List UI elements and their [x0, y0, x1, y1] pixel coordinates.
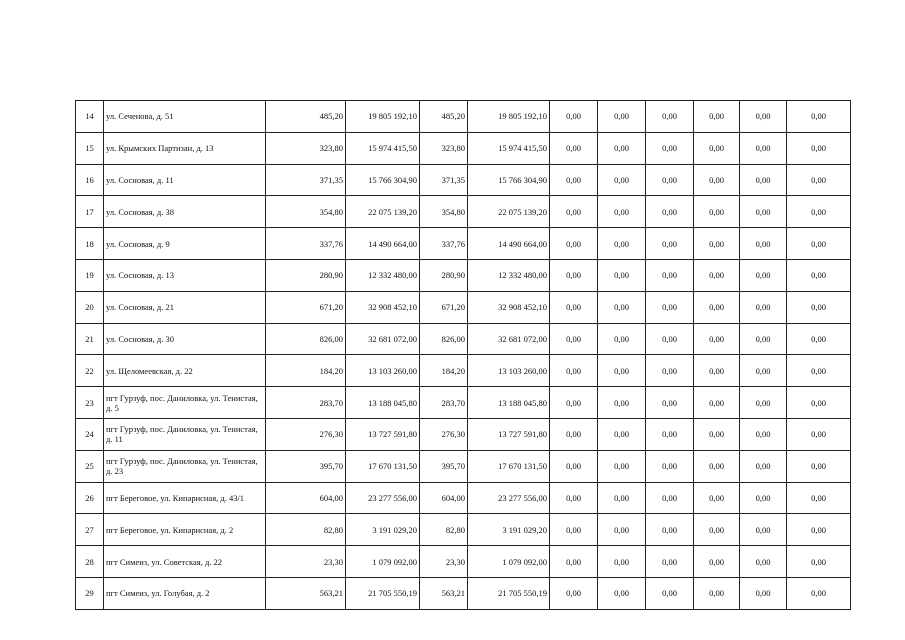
value-cell: 0,00: [646, 132, 694, 164]
area-cell: 826,00: [266, 323, 346, 355]
area-cell: 826,00: [420, 323, 468, 355]
value-cell: 0,00: [694, 577, 740, 609]
value-cell: 0,00: [598, 132, 646, 164]
value-cell: 0,00: [740, 228, 787, 260]
value-cell: 0,00: [740, 259, 787, 291]
area-cell: 184,20: [266, 355, 346, 387]
value-cell: 0,00: [646, 450, 694, 482]
value-cell: 0,00: [646, 514, 694, 546]
address-cell: пгт Гурзуф, пос. Даниловка, ул. Тенистая, д. 5: [104, 387, 266, 419]
area-cell: 323,80: [420, 132, 468, 164]
value-cell: 0,00: [598, 418, 646, 450]
value-cell: 0,00: [787, 450, 851, 482]
value-cell: 0,00: [598, 291, 646, 323]
value-cell: 0,00: [550, 418, 598, 450]
value-cell: 0,00: [550, 323, 598, 355]
area-cell: 82,80: [420, 514, 468, 546]
cost-cell: 3 191 029,20: [468, 514, 550, 546]
value-cell: 0,00: [646, 577, 694, 609]
row-number: 19: [76, 259, 104, 291]
value-cell: 0,00: [740, 514, 787, 546]
value-cell: 0,00: [694, 228, 740, 260]
value-cell: 0,00: [646, 101, 694, 133]
table-row: [76, 101, 851, 133]
value-cell: 0,00: [787, 259, 851, 291]
value-cell: 0,00: [787, 355, 851, 387]
value-cell: 0,00: [598, 196, 646, 228]
row-number: 22: [76, 355, 104, 387]
cost-cell: 21 705 550,19: [468, 577, 550, 609]
address-cell: пгт Береговое, ул. Кипарисная, д. 2: [104, 514, 266, 546]
cost-cell: 15 974 415,50: [346, 132, 420, 164]
area-cell: 354,80: [420, 196, 468, 228]
row-number: 15: [76, 132, 104, 164]
area-cell: 283,70: [420, 387, 468, 419]
row-number: 29: [76, 577, 104, 609]
value-cell: 0,00: [787, 577, 851, 609]
address-cell: ул. Крымских Партизан, д. 13: [104, 132, 266, 164]
value-cell: 0,00: [598, 514, 646, 546]
cost-cell: 1 079 092,00: [346, 546, 420, 578]
cost-cell: 22 075 139,20: [468, 196, 550, 228]
value-cell: 0,00: [787, 546, 851, 578]
address-cell: ул. Сеченова, д. 51: [104, 101, 266, 133]
address-cell: ул. Сосновая, д. 30: [104, 323, 266, 355]
value-cell: 0,00: [787, 482, 851, 514]
area-cell: 276,30: [266, 418, 346, 450]
row-number: 27: [76, 514, 104, 546]
value-cell: 0,00: [598, 482, 646, 514]
value-cell: 0,00: [550, 132, 598, 164]
cost-cell: 13 188 045,80: [468, 387, 550, 419]
table-row: [76, 450, 851, 482]
value-cell: 0,00: [787, 418, 851, 450]
address-cell: ул. Сосновая, д. 21: [104, 291, 266, 323]
area-cell: 485,20: [420, 101, 468, 133]
cost-cell: 32 681 072,00: [468, 323, 550, 355]
row-number: 16: [76, 164, 104, 196]
address-cell: пгт Гурзуф, пос. Даниловка, ул. Тенистая, д. 11: [104, 418, 266, 450]
cost-cell: 23 277 556,00: [468, 482, 550, 514]
cost-cell: 19 805 192,10: [346, 101, 420, 133]
value-cell: 0,00: [740, 418, 787, 450]
area-cell: 276,30: [420, 418, 468, 450]
value-cell: 0,00: [694, 482, 740, 514]
area-cell: 280,90: [266, 259, 346, 291]
value-cell: 0,00: [550, 164, 598, 196]
table-row: [76, 291, 851, 323]
value-cell: 0,00: [646, 323, 694, 355]
address-cell: ул. Сосновая, д. 9: [104, 228, 266, 260]
row-number: 18: [76, 228, 104, 260]
value-cell: 0,00: [787, 164, 851, 196]
value-cell: 0,00: [598, 164, 646, 196]
area-cell: 604,00: [266, 482, 346, 514]
table-row: [76, 418, 851, 450]
value-cell: 0,00: [694, 196, 740, 228]
value-cell: 0,00: [740, 387, 787, 419]
table-row: [76, 196, 851, 228]
cost-cell: 13 103 260,00: [468, 355, 550, 387]
cost-cell: 17 670 131,50: [468, 450, 550, 482]
value-cell: 0,00: [598, 355, 646, 387]
address-cell: ул. Сосновая, д. 11: [104, 164, 266, 196]
table-row: [76, 482, 851, 514]
value-cell: 0,00: [646, 259, 694, 291]
area-cell: 23,30: [420, 546, 468, 578]
cost-cell: 32 681 072,00: [346, 323, 420, 355]
area-cell: 371,35: [420, 164, 468, 196]
row-number: 21: [76, 323, 104, 355]
area-cell: 671,20: [420, 291, 468, 323]
value-cell: 0,00: [787, 323, 851, 355]
value-cell: 0,00: [550, 355, 598, 387]
cost-cell: 14 490 664,00: [468, 228, 550, 260]
table-body: [76, 101, 851, 610]
address-cell: пгт Береговое, ул. Кипарисная, д. 43/1: [104, 482, 266, 514]
value-cell: 0,00: [646, 355, 694, 387]
value-cell: 0,00: [740, 132, 787, 164]
value-cell: 0,00: [550, 259, 598, 291]
area-cell: 337,76: [420, 228, 468, 260]
table-row: [76, 355, 851, 387]
value-cell: 0,00: [646, 291, 694, 323]
cost-cell: 32 908 452,10: [346, 291, 420, 323]
table-row: [76, 164, 851, 196]
value-cell: 0,00: [787, 132, 851, 164]
value-cell: 0,00: [598, 546, 646, 578]
row-number: 26: [76, 482, 104, 514]
value-cell: 0,00: [598, 577, 646, 609]
table-row: [76, 323, 851, 355]
value-cell: 0,00: [694, 418, 740, 450]
register-table: [75, 100, 851, 610]
cost-cell: 19 805 192,10: [468, 101, 550, 133]
address-cell: ул. Сосновая, д. 13: [104, 259, 266, 291]
value-cell: 0,00: [694, 291, 740, 323]
area-cell: 371,35: [266, 164, 346, 196]
table-row: [76, 228, 851, 260]
area-cell: 485,20: [266, 101, 346, 133]
address-cell: ул. Щеломеевская, д. 22: [104, 355, 266, 387]
value-cell: 0,00: [646, 482, 694, 514]
value-cell: 0,00: [646, 546, 694, 578]
area-cell: 280,90: [420, 259, 468, 291]
cost-cell: 12 332 480,00: [346, 259, 420, 291]
value-cell: 0,00: [694, 546, 740, 578]
value-cell: 0,00: [787, 228, 851, 260]
value-cell: 0,00: [646, 228, 694, 260]
value-cell: 0,00: [550, 514, 598, 546]
area-cell: 395,70: [266, 450, 346, 482]
cost-cell: 13 188 045,80: [346, 387, 420, 419]
cost-cell: 12 332 480,00: [468, 259, 550, 291]
value-cell: 0,00: [550, 482, 598, 514]
value-cell: 0,00: [694, 323, 740, 355]
row-number: 24: [76, 418, 104, 450]
value-cell: 0,00: [694, 387, 740, 419]
value-cell: 0,00: [740, 450, 787, 482]
area-cell: 671,20: [266, 291, 346, 323]
cost-cell: 15 766 304,90: [346, 164, 420, 196]
value-cell: 0,00: [694, 355, 740, 387]
value-cell: 0,00: [740, 323, 787, 355]
area-cell: 354,80: [266, 196, 346, 228]
value-cell: 0,00: [694, 132, 740, 164]
cost-cell: 13 103 260,00: [346, 355, 420, 387]
value-cell: 0,00: [550, 228, 598, 260]
row-number: 20: [76, 291, 104, 323]
value-cell: 0,00: [550, 546, 598, 578]
value-cell: 0,00: [694, 259, 740, 291]
value-cell: 0,00: [740, 577, 787, 609]
value-cell: 0,00: [787, 101, 851, 133]
area-cell: 323,80: [266, 132, 346, 164]
row-number: 14: [76, 101, 104, 133]
value-cell: 0,00: [740, 482, 787, 514]
table-row: [76, 577, 851, 609]
value-cell: 0,00: [694, 101, 740, 133]
address-cell: пгт Симеиз, ул. Голубая, д. 2: [104, 577, 266, 609]
value-cell: 0,00: [740, 546, 787, 578]
cost-cell: 15 974 415,50: [468, 132, 550, 164]
value-cell: 0,00: [694, 514, 740, 546]
cost-cell: 13 727 591,80: [346, 418, 420, 450]
value-cell: 0,00: [550, 196, 598, 228]
value-cell: 0,00: [740, 291, 787, 323]
cost-cell: 21 705 550,19: [346, 577, 420, 609]
table-row: [76, 259, 851, 291]
value-cell: 0,00: [598, 323, 646, 355]
cost-cell: 13 727 591,80: [468, 418, 550, 450]
table-row: [76, 387, 851, 419]
value-cell: 0,00: [646, 196, 694, 228]
value-cell: 0,00: [598, 228, 646, 260]
value-cell: 0,00: [740, 101, 787, 133]
value-cell: 0,00: [787, 196, 851, 228]
value-cell: 0,00: [740, 196, 787, 228]
address-cell: ул. Сосновая, д. 38: [104, 196, 266, 228]
cost-cell: 1 079 092,00: [468, 546, 550, 578]
row-number: 17: [76, 196, 104, 228]
value-cell: 0,00: [694, 164, 740, 196]
row-number: 28: [76, 546, 104, 578]
cost-cell: 23 277 556,00: [346, 482, 420, 514]
table-row: [76, 132, 851, 164]
value-cell: 0,00: [740, 164, 787, 196]
table-row: [76, 514, 851, 546]
cost-cell: 22 075 139,20: [346, 196, 420, 228]
value-cell: 0,00: [646, 387, 694, 419]
value-cell: 0,00: [550, 101, 598, 133]
cost-cell: 32 908 452,10: [468, 291, 550, 323]
row-number: 23: [76, 387, 104, 419]
value-cell: 0,00: [598, 387, 646, 419]
cost-cell: 3 191 029,20: [346, 514, 420, 546]
area-cell: 283,70: [266, 387, 346, 419]
row-number: 25: [76, 450, 104, 482]
address-cell: пгт Симеиз, ул. Советская, д. 22: [104, 546, 266, 578]
value-cell: 0,00: [740, 355, 787, 387]
area-cell: 82,80: [266, 514, 346, 546]
value-cell: 0,00: [550, 450, 598, 482]
value-cell: 0,00: [787, 514, 851, 546]
value-cell: 0,00: [598, 450, 646, 482]
area-cell: 563,21: [266, 577, 346, 609]
value-cell: 0,00: [598, 101, 646, 133]
value-cell: 0,00: [598, 259, 646, 291]
address-cell: пгт Гурзуф, пос. Даниловка, ул. Тенистая, д. 23: [104, 450, 266, 482]
area-cell: 23,30: [266, 546, 346, 578]
cost-cell: 15 766 304,90: [468, 164, 550, 196]
area-cell: 337,76: [266, 228, 346, 260]
value-cell: 0,00: [550, 291, 598, 323]
value-cell: 0,00: [694, 450, 740, 482]
value-cell: 0,00: [646, 164, 694, 196]
value-cell: 0,00: [550, 387, 598, 419]
cost-cell: 14 490 664,00: [346, 228, 420, 260]
area-cell: 604,00: [420, 482, 468, 514]
value-cell: 0,00: [787, 291, 851, 323]
area-cell: 395,70: [420, 450, 468, 482]
area-cell: 184,20: [420, 355, 468, 387]
value-cell: 0,00: [550, 577, 598, 609]
value-cell: 0,00: [646, 418, 694, 450]
cost-cell: 17 670 131,50: [346, 450, 420, 482]
value-cell: 0,00: [787, 387, 851, 419]
area-cell: 563,21: [420, 577, 468, 609]
table-row: [76, 546, 851, 578]
